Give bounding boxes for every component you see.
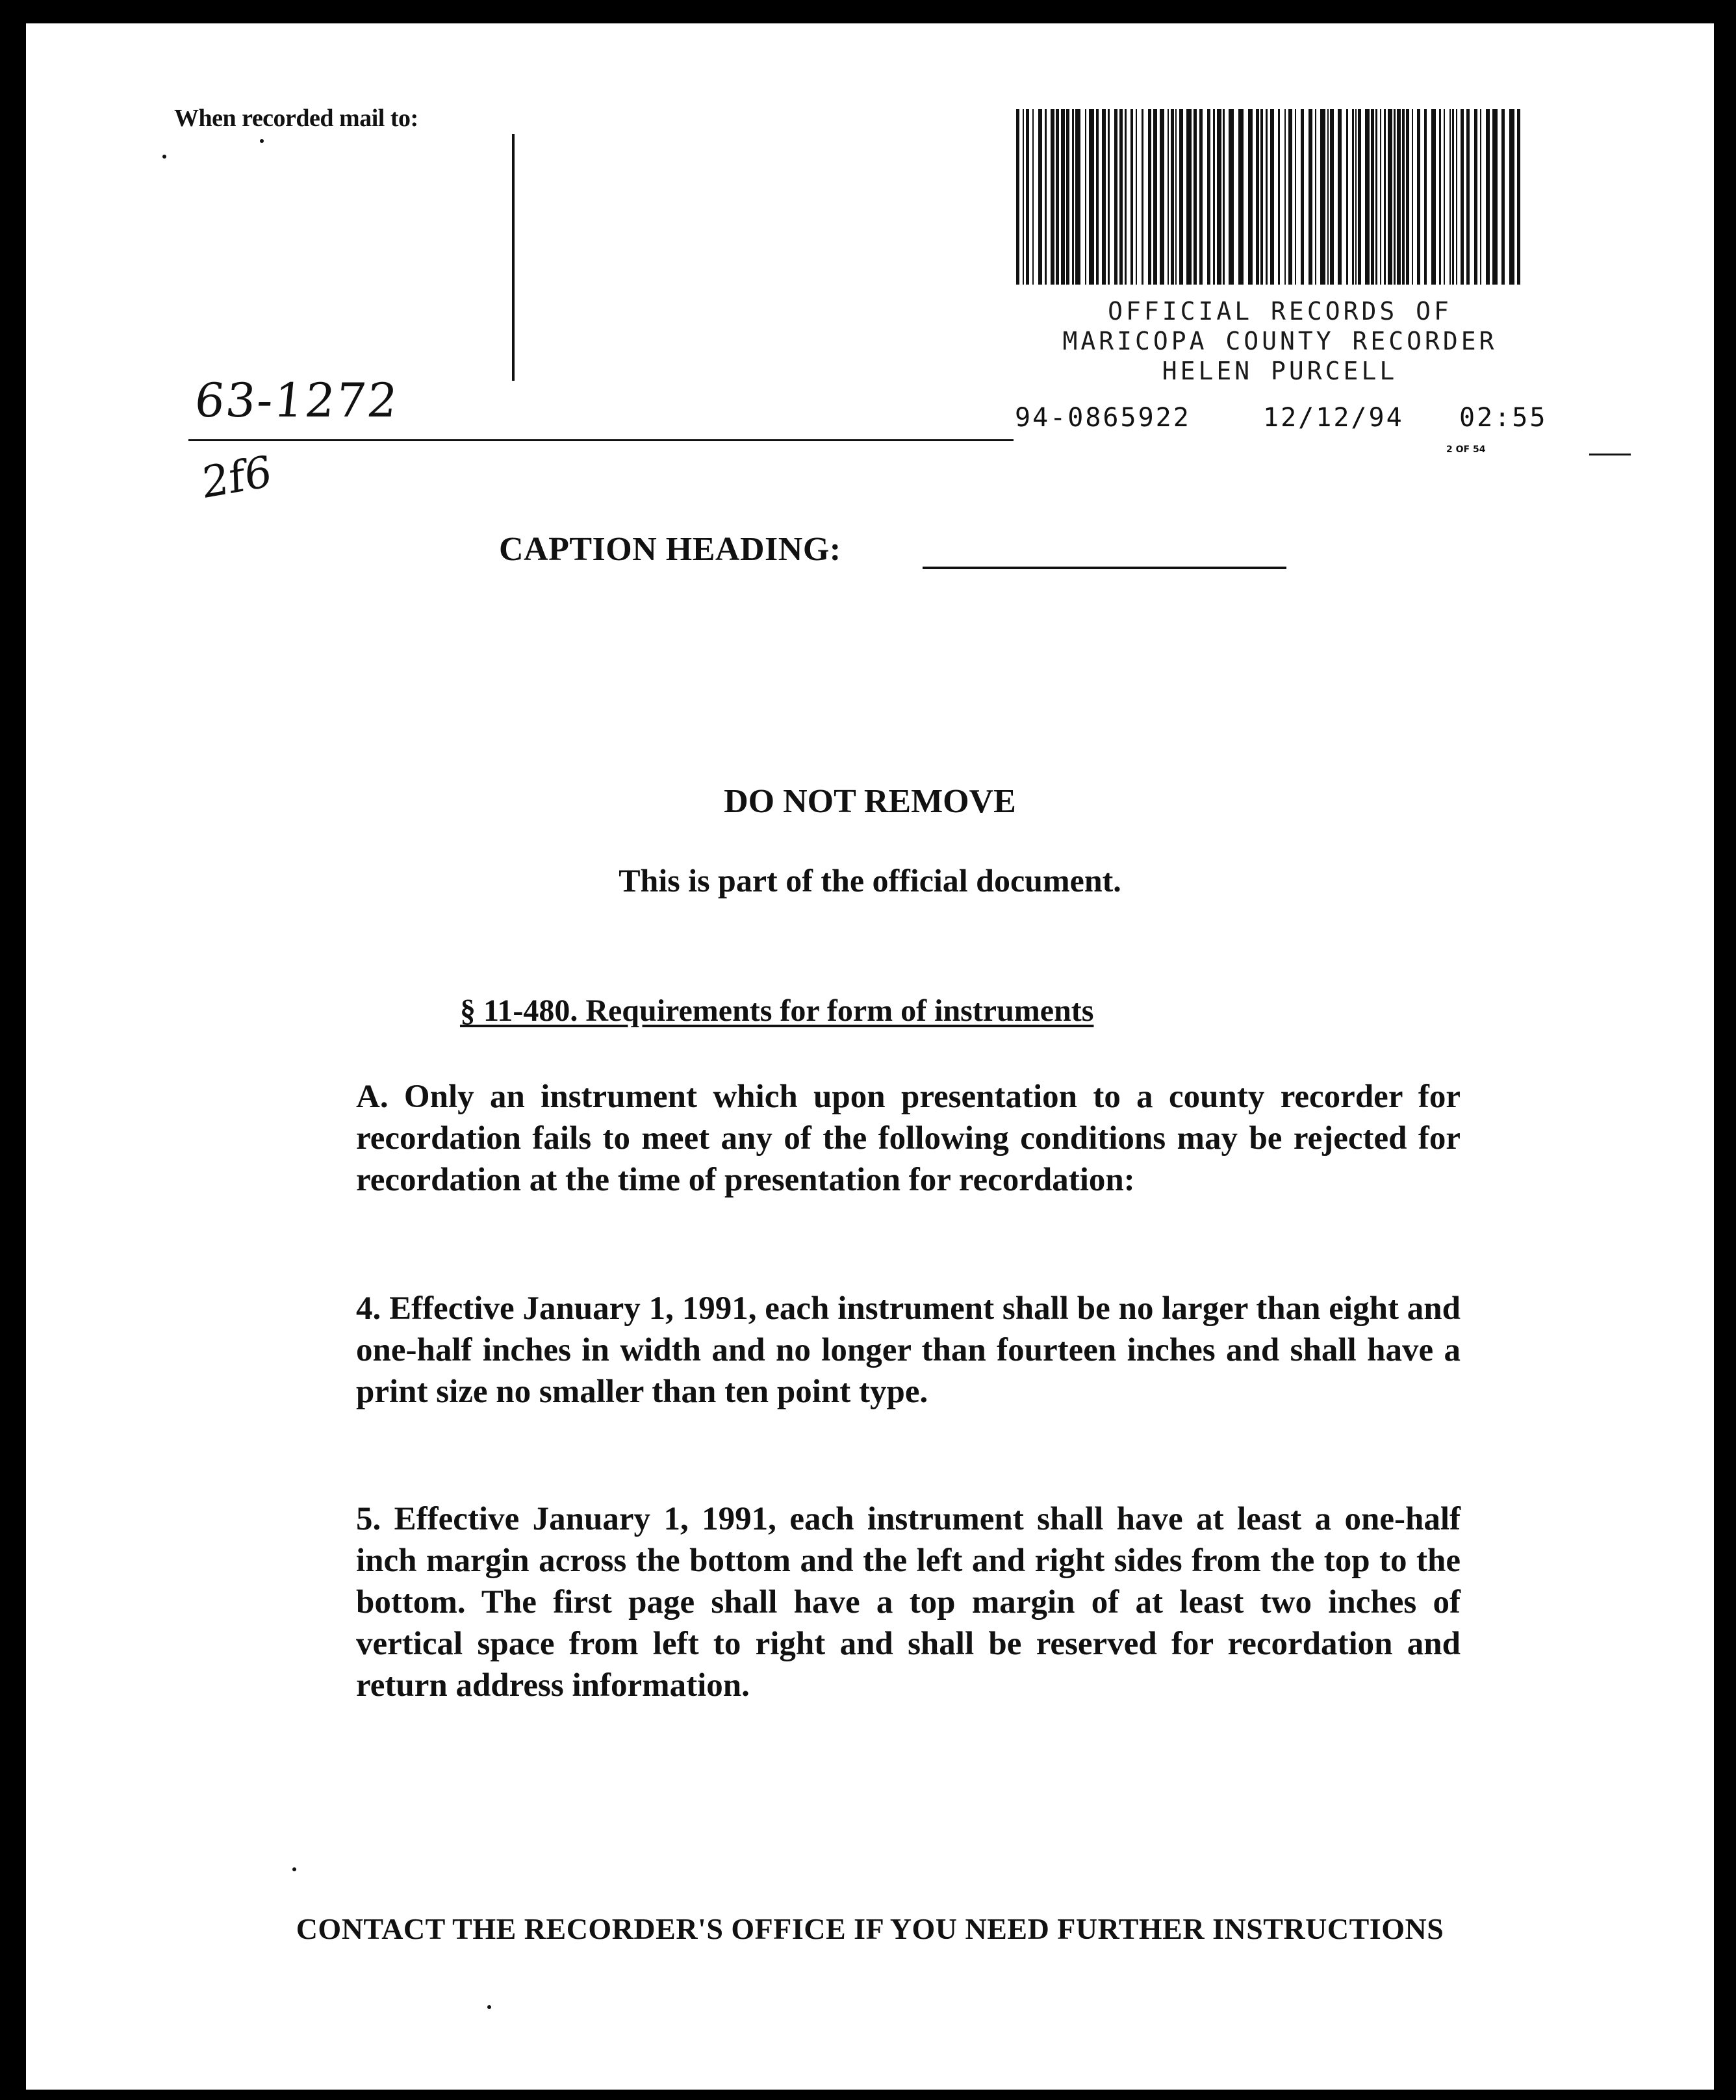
address-underline [188, 439, 1014, 441]
barcode-bar [1288, 109, 1292, 285]
barcode-bar [1114, 109, 1117, 285]
recorder-line: MARICOPA COUNTY RECORDER [1062, 327, 1498, 355]
barcode-bar [1320, 109, 1325, 285]
barcode-bar [1402, 109, 1405, 285]
barcode-bar [1439, 109, 1441, 285]
barcode-bar [1148, 109, 1151, 285]
barcode-bar [1358, 109, 1361, 285]
barcode-bar [1171, 109, 1174, 285]
barcode-bar [1072, 109, 1074, 285]
barcode-bar [1142, 109, 1143, 285]
barcode-bar [1260, 109, 1263, 285]
barcode-bar [1056, 109, 1059, 285]
statute-paragraph-a: A. Only an instrument which upon presentation to a county recorder for recordation fails to meet any of the following conditions may be rejected for recordation at the time of presentation for recordation: [356, 1079, 1461, 1198]
barcode-bar [1308, 109, 1312, 285]
barcode-bar [1394, 109, 1396, 285]
barcode-bar [1365, 109, 1370, 285]
barcode-bar [1075, 109, 1080, 285]
barcode-bar [1223, 109, 1225, 285]
barcode-bar [1509, 109, 1514, 285]
footer-contact: CONTACT THE RECORDER'S OFFICE IF YOU NEED FURTHER INSTRUCTIONS [296, 1912, 1444, 1945]
barcode-bar [1424, 109, 1427, 285]
speck [260, 139, 264, 143]
recorder-stamp [1014, 296, 1546, 386]
barcode-bar [1136, 109, 1137, 285]
record-date: 12/12/94 [1263, 403, 1404, 433]
barcode-bar [1160, 109, 1164, 285]
speck [292, 1867, 296, 1871]
barcode-bar [1186, 109, 1192, 285]
barcode-bar [1474, 109, 1477, 285]
barcode-bar [1406, 109, 1409, 285]
barcode-bar [1388, 109, 1392, 285]
barcode-bar [1480, 109, 1481, 285]
barcode-bar [1384, 109, 1386, 285]
stamp-underline [1589, 454, 1631, 455]
address-box-divider [512, 134, 515, 381]
barcode-bar [1266, 109, 1268, 285]
barcode-bar [1338, 109, 1342, 285]
barcode-bar [1016, 109, 1019, 285]
handwritten-number: 63-1272 [192, 373, 402, 428]
recorder-line: HELEN PURCELL [1162, 357, 1398, 385]
statute-heading: § 11-480. Requirements for form of instruments [460, 993, 1094, 1028]
barcode-bar [1256, 109, 1259, 285]
notice-subtitle: This is part of the official document. [619, 862, 1121, 899]
barcode-bar [1452, 109, 1454, 285]
barcode-bar [1217, 109, 1221, 285]
barcode-bar [1153, 109, 1157, 285]
barcode-bar [1380, 109, 1381, 285]
barcode-bar [1375, 109, 1377, 285]
barcode-bar [1061, 109, 1065, 285]
barcode-bar [1486, 109, 1490, 285]
barcode-bar [1327, 109, 1329, 285]
barcode-bar [1417, 109, 1420, 285]
barcode-bar [1352, 109, 1354, 285]
barcode-bar [1295, 109, 1296, 285]
barcode-bar [1270, 109, 1274, 285]
statute-paragraph-4: 4. Effective January 1, 1991, each instrument shall be no larger than eight and one-half inches in width and no longer than fourteen inches and shall have a print size no smaller than ten point type. [356, 1290, 1461, 1410]
barcode-bar [1456, 109, 1457, 285]
barcode-bar [1248, 109, 1253, 285]
barcode-bar [1199, 109, 1203, 285]
barcode-bar [1108, 109, 1110, 285]
barcode-bar [1330, 109, 1334, 285]
barcode-bar [1371, 109, 1374, 285]
barcode-bar [1397, 109, 1401, 285]
barcode-bar [1023, 109, 1024, 285]
barcode-bar [1089, 109, 1094, 285]
speck [162, 155, 166, 159]
barcode-bar [1278, 109, 1280, 285]
barcode-bar [1449, 109, 1451, 285]
barcode-bar [1085, 109, 1086, 285]
barcode-bar [1492, 109, 1498, 285]
barcode-bar [1301, 109, 1304, 285]
page-info: 2 OF 54 [1446, 444, 1486, 455]
recorder-line: OFFICIAL RECORDS OF [1108, 297, 1452, 326]
statute-paragraph-5: 5. Effective January 1, 1991, each instrument shall have at least a one-half inch margin across the bottom and the left and right sides from the top to the bottom. The first page shall have a top margin of at least two inches of vertical space from left to right and shall be reserved for recordation and return address information. [356, 1501, 1461, 1704]
barcode-bar [1412, 109, 1413, 285]
barcode-bar [1461, 109, 1464, 285]
notice-title: DO NOT REMOVE [724, 783, 1016, 820]
mail-to-label: When recorded mail to: [174, 105, 418, 132]
barcode-bar [1517, 109, 1520, 285]
barcode-bar [1130, 109, 1133, 285]
record-time: 02:55 [1459, 403, 1548, 433]
barcode-bar [1026, 109, 1029, 285]
barcode-bar [1431, 109, 1436, 285]
barcode-bar [1168, 109, 1169, 285]
barcode-bar [1038, 109, 1042, 285]
barcode-bar [1125, 109, 1127, 285]
barcode-bar [1284, 109, 1286, 285]
barcode-bar [1346, 109, 1348, 285]
barcode [1015, 109, 1524, 285]
barcode-bar [1175, 109, 1177, 285]
barcode-bar [1444, 109, 1445, 285]
record-number: 94-0865922 [1015, 403, 1191, 433]
caption-heading-blank-line [923, 567, 1286, 569]
document-page [26, 23, 1714, 2090]
barcode-bar [1179, 109, 1183, 285]
barcode-bar [1102, 109, 1106, 285]
handwritten-note: 2f6 [201, 446, 272, 509]
barcode-bar [1238, 109, 1244, 285]
barcode-bar [1229, 109, 1234, 285]
barcode-bar [1045, 109, 1047, 285]
barcode-bar [1355, 109, 1357, 285]
speck [487, 2005, 491, 2009]
barcode-bar [1466, 109, 1470, 285]
barcode-bar [1501, 109, 1505, 285]
barcode-bar [1315, 109, 1316, 285]
barcode-bar [1096, 109, 1099, 285]
barcode-bar [1051, 109, 1054, 285]
barcode-bar [1066, 109, 1069, 285]
barcode-bar [1207, 109, 1210, 285]
barcode-bar [1194, 109, 1197, 285]
barcode-bar [1119, 109, 1123, 285]
caption-heading-label: CAPTION HEADING: [499, 531, 841, 568]
barcode-bar [1213, 109, 1215, 285]
barcode-bar [1032, 109, 1034, 285]
